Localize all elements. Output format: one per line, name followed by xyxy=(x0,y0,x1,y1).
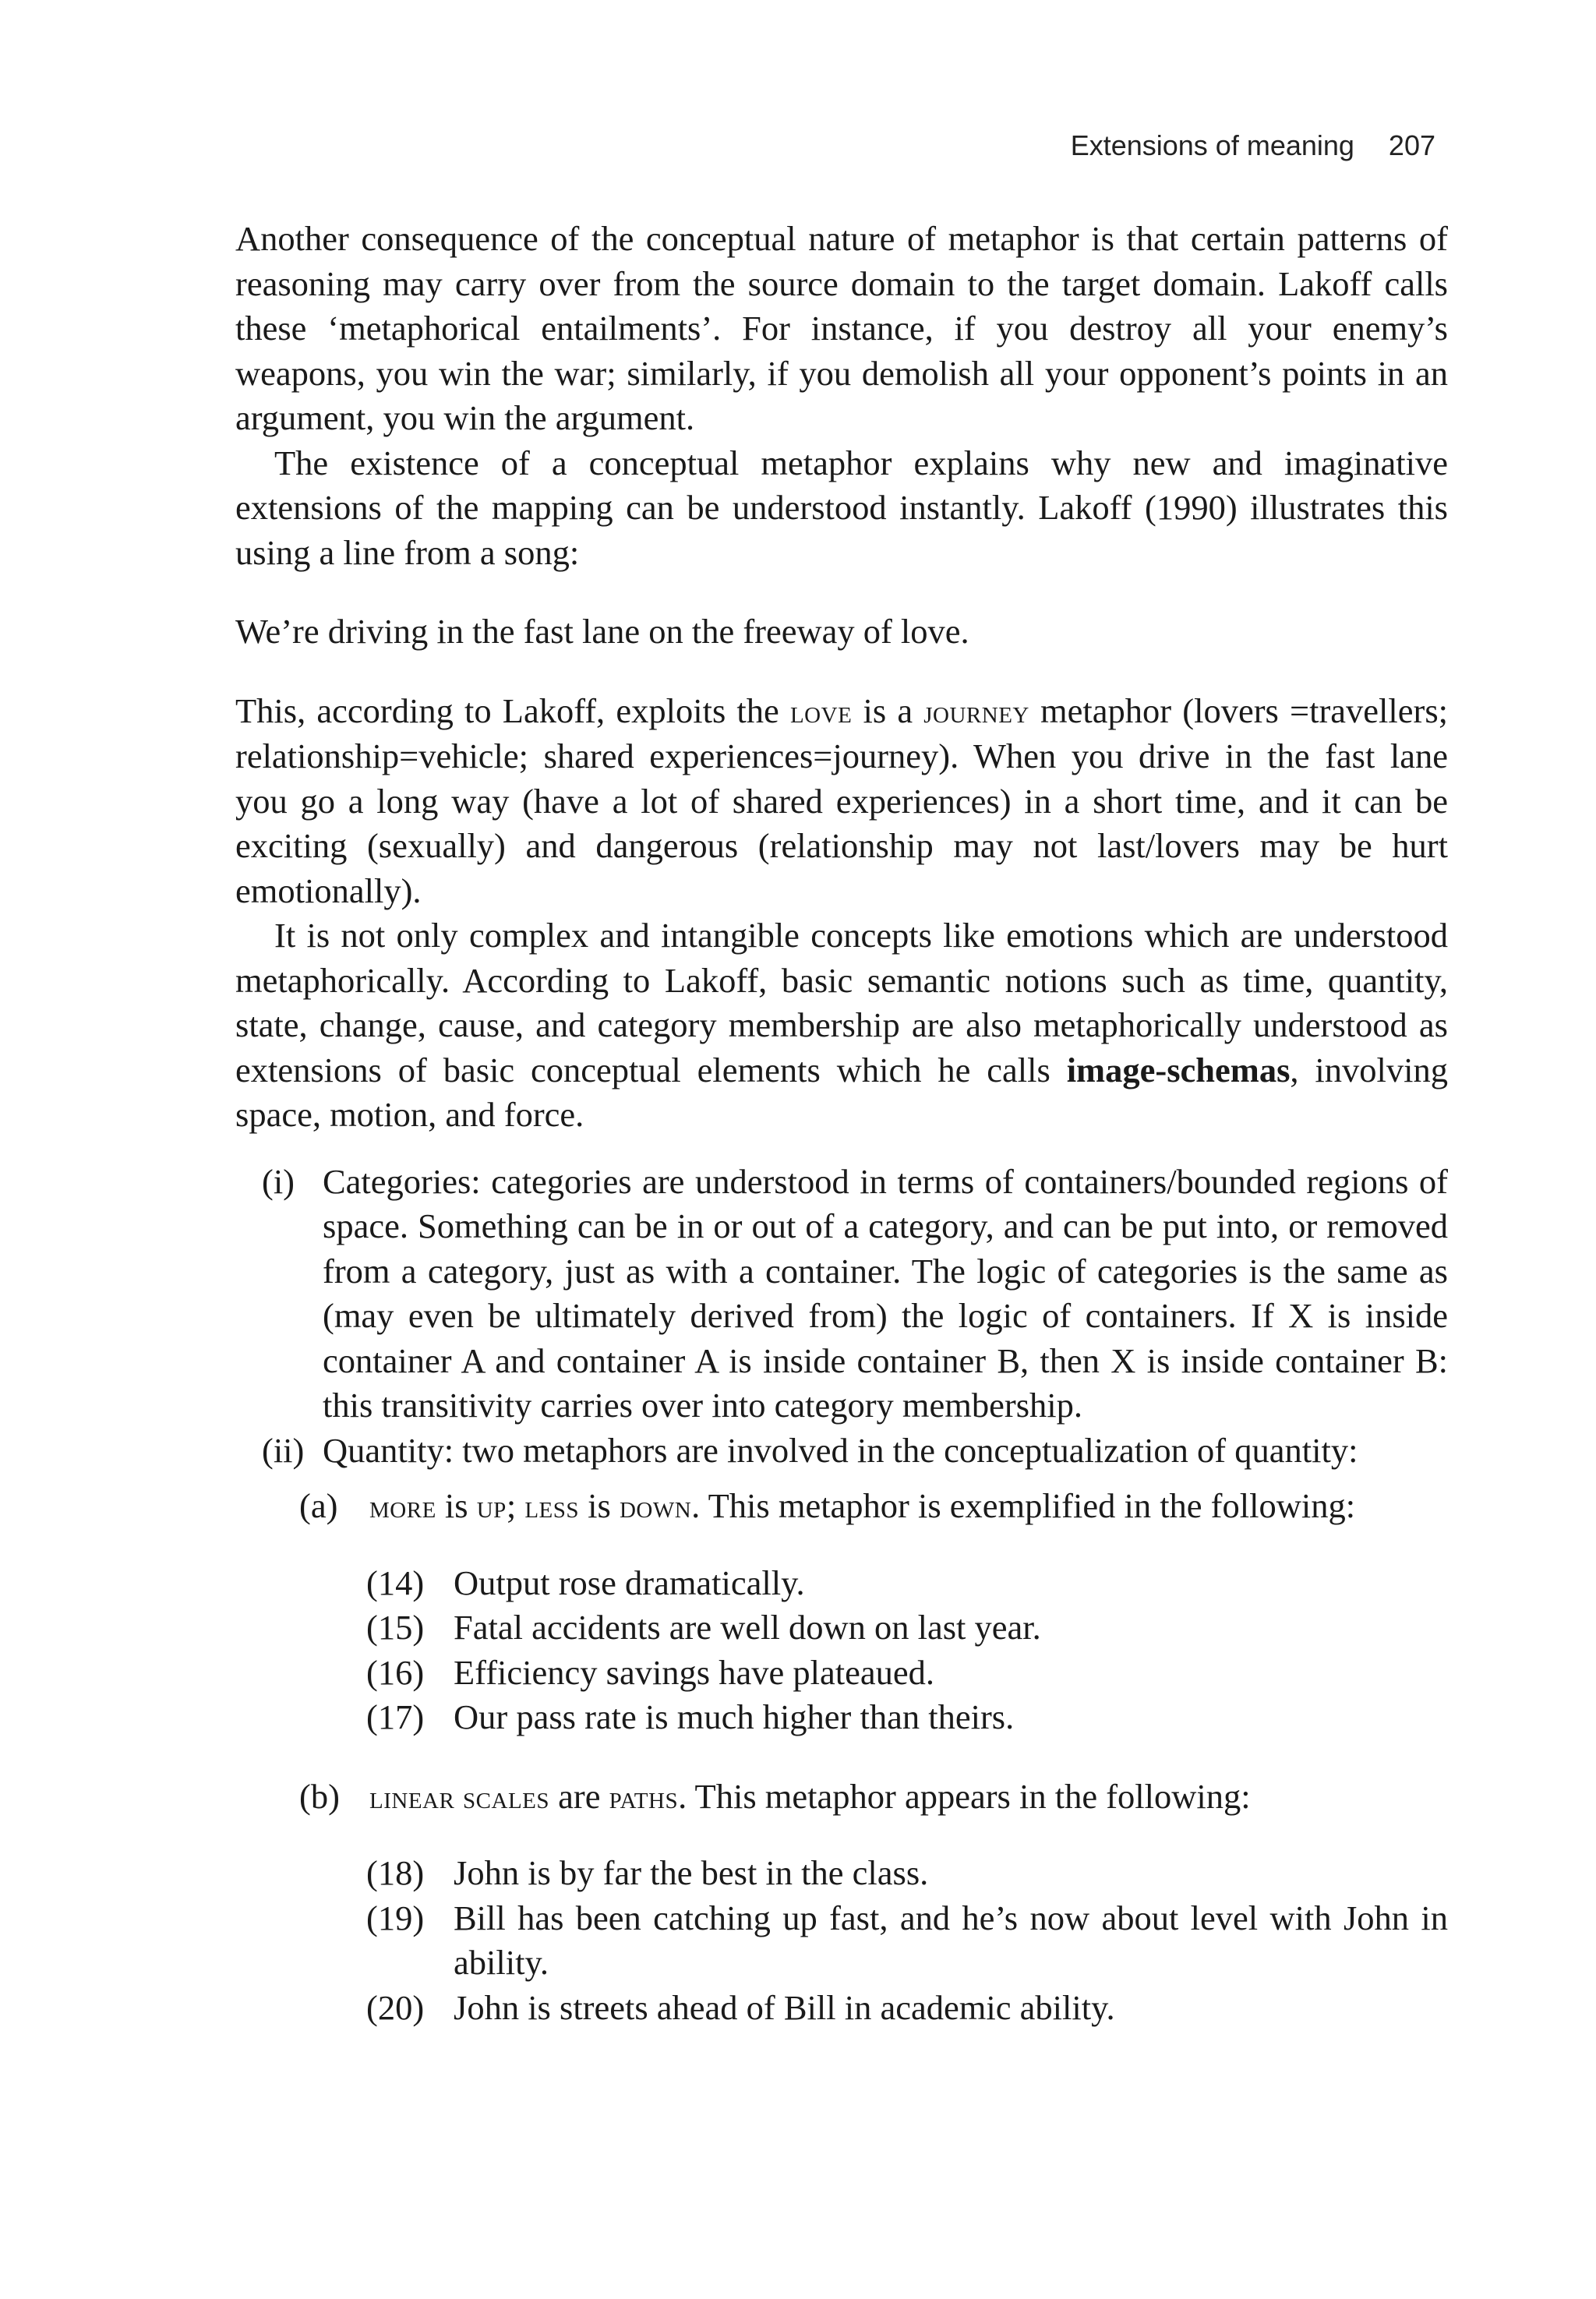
paragraph-2: The existence of a conceptual metaphor explains why new and imaginative extensions of the mapping can be understood instantly. Lakoff (1990) illustrates this using a line from a song: xyxy=(235,443,1448,572)
example-number: (19) xyxy=(366,1898,425,1937)
example-text: John is by far the best in the class. xyxy=(454,1853,929,1892)
page-body xyxy=(235,217,1448,2064)
list-label-ii: (ii) xyxy=(262,1430,305,1470)
sublist-item-b xyxy=(299,1775,1448,1820)
examples-b xyxy=(235,1851,1448,2030)
linear-scales-term: linear scales xyxy=(369,1779,550,1815)
example-row xyxy=(366,1561,1448,1606)
example-text: Efficiency savings have plateaued. xyxy=(454,1652,934,1692)
sublist-label-b: (b) xyxy=(299,1776,340,1816)
example-text: Bill has been catching up fast, and he’s now about level with John in ability. xyxy=(454,1898,1448,1982)
example-number: (14) xyxy=(366,1563,425,1602)
list-item-i xyxy=(235,1160,1448,1428)
a-semicolon: ; xyxy=(506,1486,517,1525)
paragraph-1: Another consequence of the conceptual nature of metaphor is that certain patterns of reasoning may carry over from the source domain to the target domain. Lakoff calls these ‘metaphorical entailments’. For instance, if you destroy all your enemy’s weapons, you win the war; similarly, if you demolish all your opponent’s points in an argument, you win the argument. xyxy=(235,219,1448,437)
example-text: John is streets ahead of Bill in academic ability. xyxy=(454,1987,1115,2027)
example-row xyxy=(366,1695,1448,1740)
sublist-item-a xyxy=(299,1484,1448,1530)
sublist xyxy=(235,1484,1448,2030)
example-text: Fatal accidents are well down on last year. xyxy=(454,1608,1041,1647)
chapter-title: Extensions of meaning xyxy=(1070,129,1354,161)
a-is-1: is xyxy=(444,1486,468,1525)
numbered-list xyxy=(235,1160,1448,2031)
p4-text-a: It is not only complex and intangible concepts like emotions which are understood metaphorically. According to Lakoff, basic semantic notions such as time, quantity, state, change, cause, and category membership are also metaphorically understood as extensions of basic conceptual elements which he calls xyxy=(235,916,1448,1089)
image-schemas-term: image-schemas xyxy=(1066,1050,1291,1089)
p3-text-a: This, according to Lakoff, exploits the xyxy=(235,690,779,730)
running-head xyxy=(1071,129,1435,162)
example-text: Our pass rate is much higher than theirs. xyxy=(454,1697,1015,1736)
love-term: love xyxy=(789,694,853,729)
example-number: (18) xyxy=(366,1853,425,1892)
paragraph-4 xyxy=(235,913,1448,1138)
example-text: Output rose dramatically. xyxy=(454,1563,805,1602)
example-row xyxy=(366,1605,1448,1651)
less-term: less xyxy=(524,1489,579,1524)
a-rest: . This metaphor is exemplified in the following: xyxy=(691,1486,1356,1525)
example-row xyxy=(366,1651,1448,1696)
up-term: up xyxy=(476,1489,507,1524)
example-row xyxy=(366,1851,1448,1896)
sublist-label-a: (a) xyxy=(299,1486,338,1525)
sublist-text-b xyxy=(369,1775,1448,1820)
more-term: more xyxy=(369,1489,436,1524)
example-row xyxy=(366,1896,1448,1986)
p4-text-b: , involving space, motion, and force. xyxy=(235,1050,1449,1134)
p3-is: is a xyxy=(863,690,913,730)
paragraph-3 xyxy=(235,689,1448,914)
example-row xyxy=(366,1986,1448,2031)
b-are: are xyxy=(558,1776,601,1816)
list-item-ii xyxy=(235,1428,1448,1474)
example-number: (16) xyxy=(366,1652,425,1692)
b-rest: . This metaphor appears in the following: xyxy=(678,1776,1251,1816)
a-is-2: is xyxy=(588,1486,611,1525)
journey-term: journey xyxy=(923,694,1029,729)
paths-term: paths xyxy=(609,1779,679,1815)
list-text-ii: Quantity: two metaphors are involved in the conceptualization of quantity: xyxy=(323,1430,1358,1470)
sublist-text-a xyxy=(369,1484,1448,1530)
song-quote: We’re driving in the fast lane on the freeway of love. xyxy=(235,612,969,651)
examples-a xyxy=(235,1561,1448,1740)
p3-text-b: metaphor (lovers =travellers; relationship=vehicle; shared experiences=journey). When you drive in the fast lane you go a long way (have a lot of shared experiences) in a short time, and it can be exciting (sexually) and dangerous (relationship may not last/lovers may be hurt emotionally). xyxy=(235,690,1449,910)
down-term: down xyxy=(619,1489,692,1524)
list-text-i: Categories: categories are understood in terms of containers/bounded regions of space. Something can be in or out of a category, and can be put into, or removed from a category, just as with a container. The logic of categories is the same as (may even be ultimately derived from) the logic of containers. If X is inside container A and container A is inside container B, then X is inside container B: this transitivity carries over into category membership. xyxy=(323,1161,1448,1425)
page-number: 207 xyxy=(1388,129,1435,161)
example-number: (20) xyxy=(366,1987,425,2027)
example-number: (15) xyxy=(366,1608,425,1647)
list-label-i: (i) xyxy=(262,1161,295,1201)
example-number: (17) xyxy=(366,1697,425,1736)
